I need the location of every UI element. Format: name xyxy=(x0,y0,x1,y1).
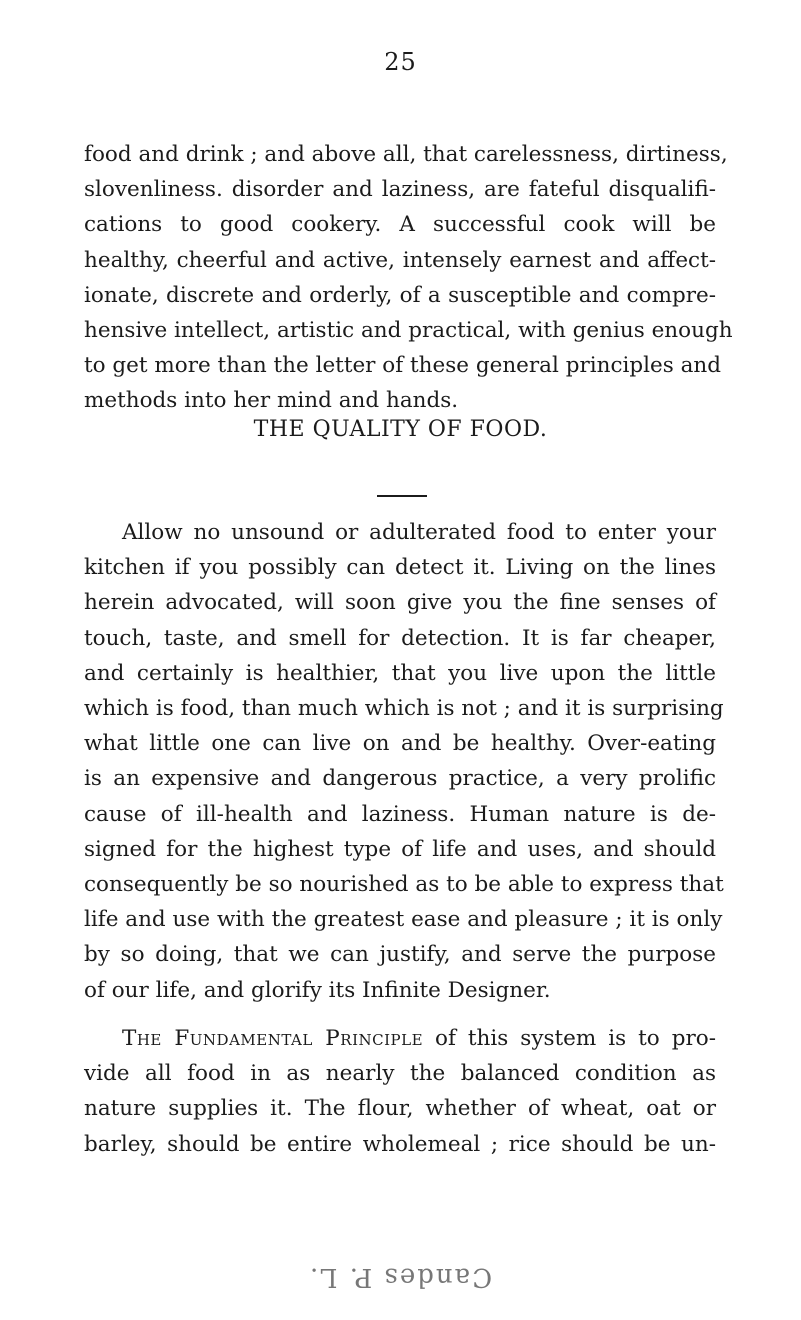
paragraph-continued xyxy=(84,137,733,419)
text-line: by so doing, that we can justify, and serve the purpose xyxy=(84,942,716,968)
text-line: nature supplies it. The flour, whether of wheat, oat or xyxy=(84,1096,716,1122)
paragraph-food-quality xyxy=(84,515,724,1008)
small-caps-lead-in: The Fundamental Principle xyxy=(122,1026,424,1051)
text-line: cations to good cookery. A successful cook will be xyxy=(84,212,716,238)
section-heading: THE QUALITY OF FOOD. xyxy=(253,417,548,442)
stamp-text: Candes P. L. xyxy=(308,1262,493,1292)
library-stamp xyxy=(0,1262,801,1292)
text-line: slovenliness. disorder and laziness, are fateful disqualifi- xyxy=(84,177,716,203)
text-line: consequently be so nourished as to be able to express that xyxy=(84,872,724,898)
text-line: of our life, and glorify its Infinite Designer. xyxy=(84,977,551,1003)
text-line: and certainly is healthier, that you live upon the little xyxy=(84,660,716,686)
text-line: which is food, than much which is not ; and it is surprising xyxy=(84,696,724,722)
text-line: life and use with the greatest ease and pleasure ; it is only xyxy=(84,907,723,933)
text-line: hensive intellect, artistic and practical, with genius enough xyxy=(84,318,733,344)
text-line: food and drink ; and above all, that carelessness, dirtiness, xyxy=(84,142,728,167)
text-line: to get more than the letter of these general principles and xyxy=(84,353,722,379)
text-line: vide all food in as nearly the balanced condition as xyxy=(84,1061,716,1087)
text-line: cause of ill-health and laziness. Human nature is de- xyxy=(84,801,716,827)
text-line xyxy=(84,1021,716,1056)
text-line: barley, should be entire wholemeal ; rice should be un- xyxy=(84,1131,716,1157)
text-line: ionate, discrete and orderly, of a susceptible and compre- xyxy=(84,282,716,308)
text-line: Allow no unsound or adulterated food to enter your xyxy=(122,520,716,545)
text-line: is an expensive and dangerous practice, a very prolific xyxy=(84,766,716,792)
text-fragment: of this system is to pro- xyxy=(423,1026,716,1051)
text-line: methods into her mind and hands. xyxy=(84,388,459,414)
paragraph-fundamental-principle xyxy=(84,1021,716,1162)
text-line: kitchen if you possibly can detect it. Living on the lines xyxy=(84,555,716,581)
page-number: 25 xyxy=(384,48,417,76)
text-line: healthy, cheerful and active, intensely earnest and affect- xyxy=(84,247,716,273)
text-line: what little one can live on and be healthy. Over-eating xyxy=(84,731,716,757)
heading-rule xyxy=(377,495,427,497)
text-line: herein advocated, will soon give you the fine senses of xyxy=(84,590,716,616)
text-line: signed for the highest type of life and uses, and should xyxy=(84,836,716,862)
text-line: touch, taste, and smell for detection. It is far cheaper, xyxy=(84,625,716,651)
